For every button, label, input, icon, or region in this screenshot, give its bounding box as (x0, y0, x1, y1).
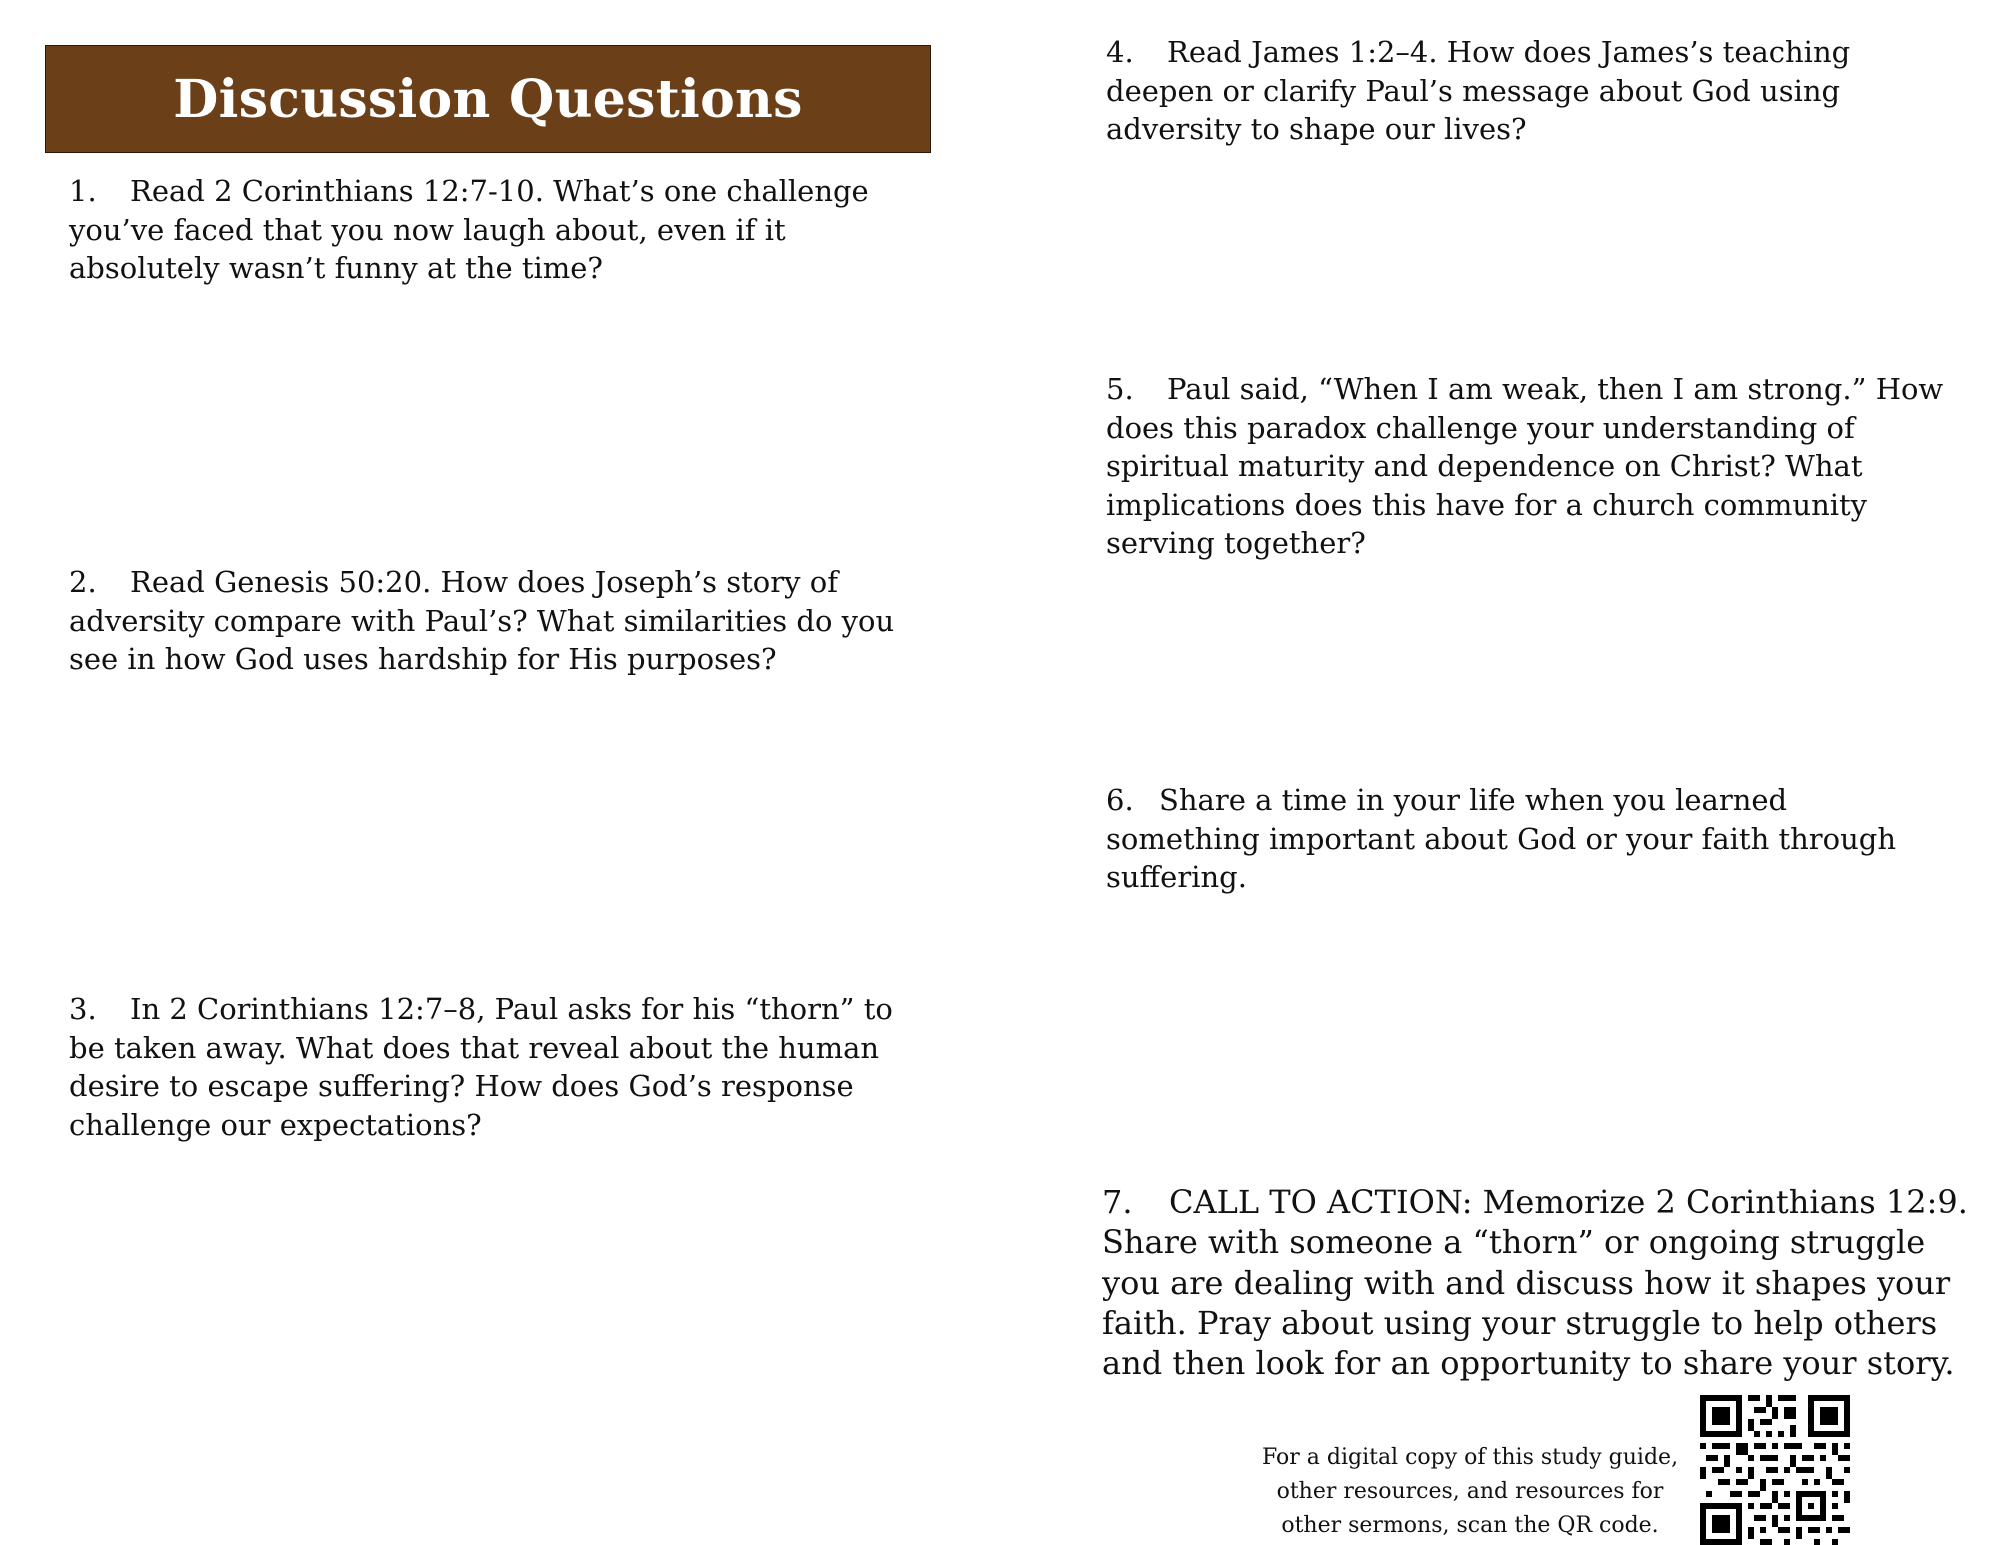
question-text: Read 2 Corinthians 12:7-10. What’s one challenge you’ve faced that you now laugh about, even if it absolutely wasn’t funny at the time? (69, 174, 869, 285)
question-5 (1106, 370, 1946, 563)
question-text: Share a time in your life when you learned something important about God or your faith through suffering. (1106, 783, 1897, 894)
call-to-action (1102, 1182, 1972, 1383)
question-text: In 2 Corinthians 12:7–8, Paul asks for his “thorn” to be taken away. What does that reveal about the human desire to escape suffering? How does God’s response challenge our expectations? (69, 992, 893, 1142)
question-2 (69, 563, 904, 679)
qr-code-icon[interactable] (1700, 1395, 1850, 1545)
question-text: Read Genesis 50:20. How does Joseph’s story of adversity compare with Paul’s? What similarities do you see in how God uses hardship for His purposes? (69, 565, 895, 676)
header-banner (45, 45, 931, 153)
question-number: 4. (1106, 35, 1134, 69)
question-number: 1. (69, 174, 97, 208)
question-text: Paul said, “When I am weak, then I am strong.” How does this paradox challenge your understanding of spiritual maturity and dependence on Christ? What implications does this have for a church community serving together? (1106, 372, 1944, 560)
question-number: 3. (69, 992, 97, 1026)
question-6 (1106, 781, 1946, 897)
question-number: 5. (1106, 372, 1134, 406)
question-text: CALL TO ACTION: Memorize 2 Corinthians 12:9. Share with someone a “thorn” or ongoing struggle you are dealing with and discuss how it shapes your faith. Pray about using your struggle to help others and then look for an opportunity to share your story. (1102, 1183, 1968, 1383)
question-number: 6. (1106, 783, 1134, 817)
question-number: 2. (69, 565, 97, 599)
question-3 (69, 990, 904, 1144)
footer-line: other sermons, scan the QR code. (1281, 1513, 1659, 1538)
question-1 (69, 172, 904, 288)
question-4 (1106, 33, 1946, 149)
footer-note (1260, 1441, 1680, 1543)
question-text: Read James 1:2–4. How does James’s teaching deepen or clarify Paul’s message about God using adversity to shape our lives? (1106, 35, 1851, 146)
footer-line: For a digital copy of this study guide, (1261, 1445, 1679, 1470)
question-number: 7. (1102, 1183, 1133, 1221)
page-title: Discussion Questions (173, 68, 803, 130)
footer-line: other resources, and resources for (1276, 1479, 1664, 1504)
